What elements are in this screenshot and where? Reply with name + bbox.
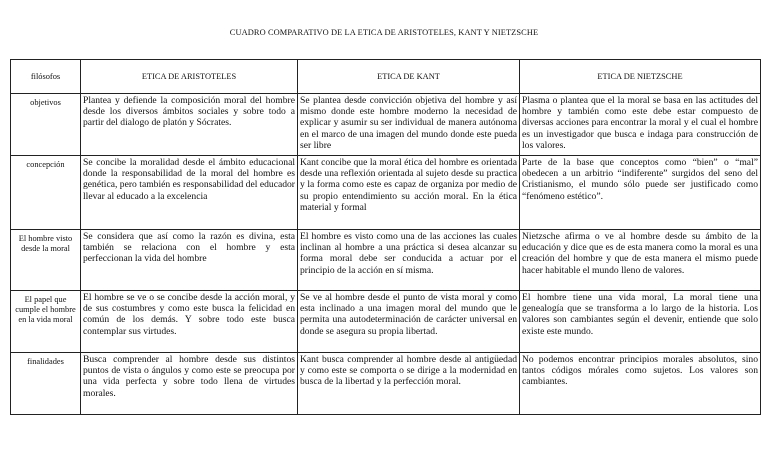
row-label: El papel que cumple el hombre en la vida moral [11,291,81,353]
cell-aristoteles: Se considera que así como la razón es divina, esta también se relaciona con el hombre y esta perfeccionan la vida del hombre [81,230,298,291]
cell-kant: Kant concibe que la moral ética del hombre es orientada desde una reflexión orientada al sujeto desde su practica y la forma como este es capaz de organiza por medio de su propio entendimiento su acción moral. En la ética material y formal [298,156,520,230]
cell-kant: El hombre es visto como una de las acciones las cuales inclinan al hombre a una práctica si desea alcanzar su forma moral debe ser conducida a actuar por el principio de la acción en sí misma. [298,230,520,291]
row-label: concepción [11,156,81,230]
row-label: objetivos [11,94,81,156]
row-label: El hombre visto desde la moral [11,230,81,291]
cell-nietzsche: No podemos encontrar principios morales absolutos, sino tantos códigos mórales como sujetos. Los valores son cambiantes. [520,353,761,415]
cell-aristoteles: El hombre se ve o se concibe desde la acción moral, y de sus costumbres y como este busca la felicidad en común de los demás. Y sobre todo este busca contemplar sus virtudes. [81,291,298,353]
table-row-concepcion [11,156,761,230]
cell-aristoteles: Busca comprender al hombre desde sus distintos puntos de vista o ángulos y como este se preocupa por una vida perfecta y sobre todo llena de virtudes morales. [81,353,298,415]
cell-nietzsche: El hombre tiene una vida moral, La moral tiene una genealogía que se transforma a lo largo de la historia. Los valores son cambiantes según el devenir, entiende que solo existe este mundo. [520,291,761,353]
table-row-finalidades [11,353,761,415]
cell-nietzsche: Parte de la base que conceptos como “bien” o “mal” obedecen a un arbitrio “indiferente” surgidos del seno del Cristianismo, el mundo sólo puede ser justificado como “fenómeno estético”. [520,156,761,230]
header-aristotle: ETICA DE ARISTOTELES [81,60,298,94]
table-row-papel-hombre [11,291,761,353]
comparison-table [10,59,761,415]
table-row-hombre-moral [11,230,761,291]
cell-nietzsche: Plasma o plantea que el la moral se basa en las actitudes del hombre y también como este debe estar compuesto de diversas acciones para encontrar la moral y el cual el hombre es un investigador que busca e indaga para construcción de los valores. [520,94,761,156]
cell-kant: Se ve al hombre desde el punto de vista moral y como esta inclinado a una imagen moral del mundo que le permita una autodeterminación de carácter universal en donde se asegura su propia libertad. [298,291,520,353]
header-kant: ETICA DE KANT [298,60,520,94]
cell-kant: Kant busca comprender al hombre desde al antigüedad y como este se comporta o se dirige a la modernidad en busca de la libertad y la perfección moral. [298,353,520,415]
cell-aristoteles: Se concibe la moralidad desde el ámbito educacional donde la responsabilidad de la moral del hombre es genética, pero también es responsabilidad del educador llevar al educado a la excelencia [81,156,298,230]
header-nietzsche: ETICA DE NIETZSCHE [520,60,761,94]
cell-aristoteles: Plantea y defiende la composición moral del hombre desde los diversos ámbitos sociales y sobre todo a partir del dialogo de platón y Sócrates. [81,94,298,156]
table-header-row [11,60,761,94]
cell-kant: Se plantea desde convicción objetiva del hombre y así mismo donde este hombre moderno la necesidad de explicar y asumir su ser individual de manera autónoma en el marco de una imagen del mundo donde este pueda ser libre [298,94,520,156]
header-philosophers: filósofos [11,60,81,94]
row-label: finalidades [11,353,81,415]
cell-nietzsche: Nietzsche afirma o ve al hombre desde su ámbito de la educación y dice que es de esta manera como la moral es una creación del hombre y que de esta manera el mismo puede hacer habitable el mundo lleno de valores. [520,230,761,291]
document-title: CUADRO COMPARATIVO DE LA ETICA DE ARISTOTELES, KANT Y NIETZSCHE [229,28,539,37]
table-row-objetivos [11,94,761,156]
